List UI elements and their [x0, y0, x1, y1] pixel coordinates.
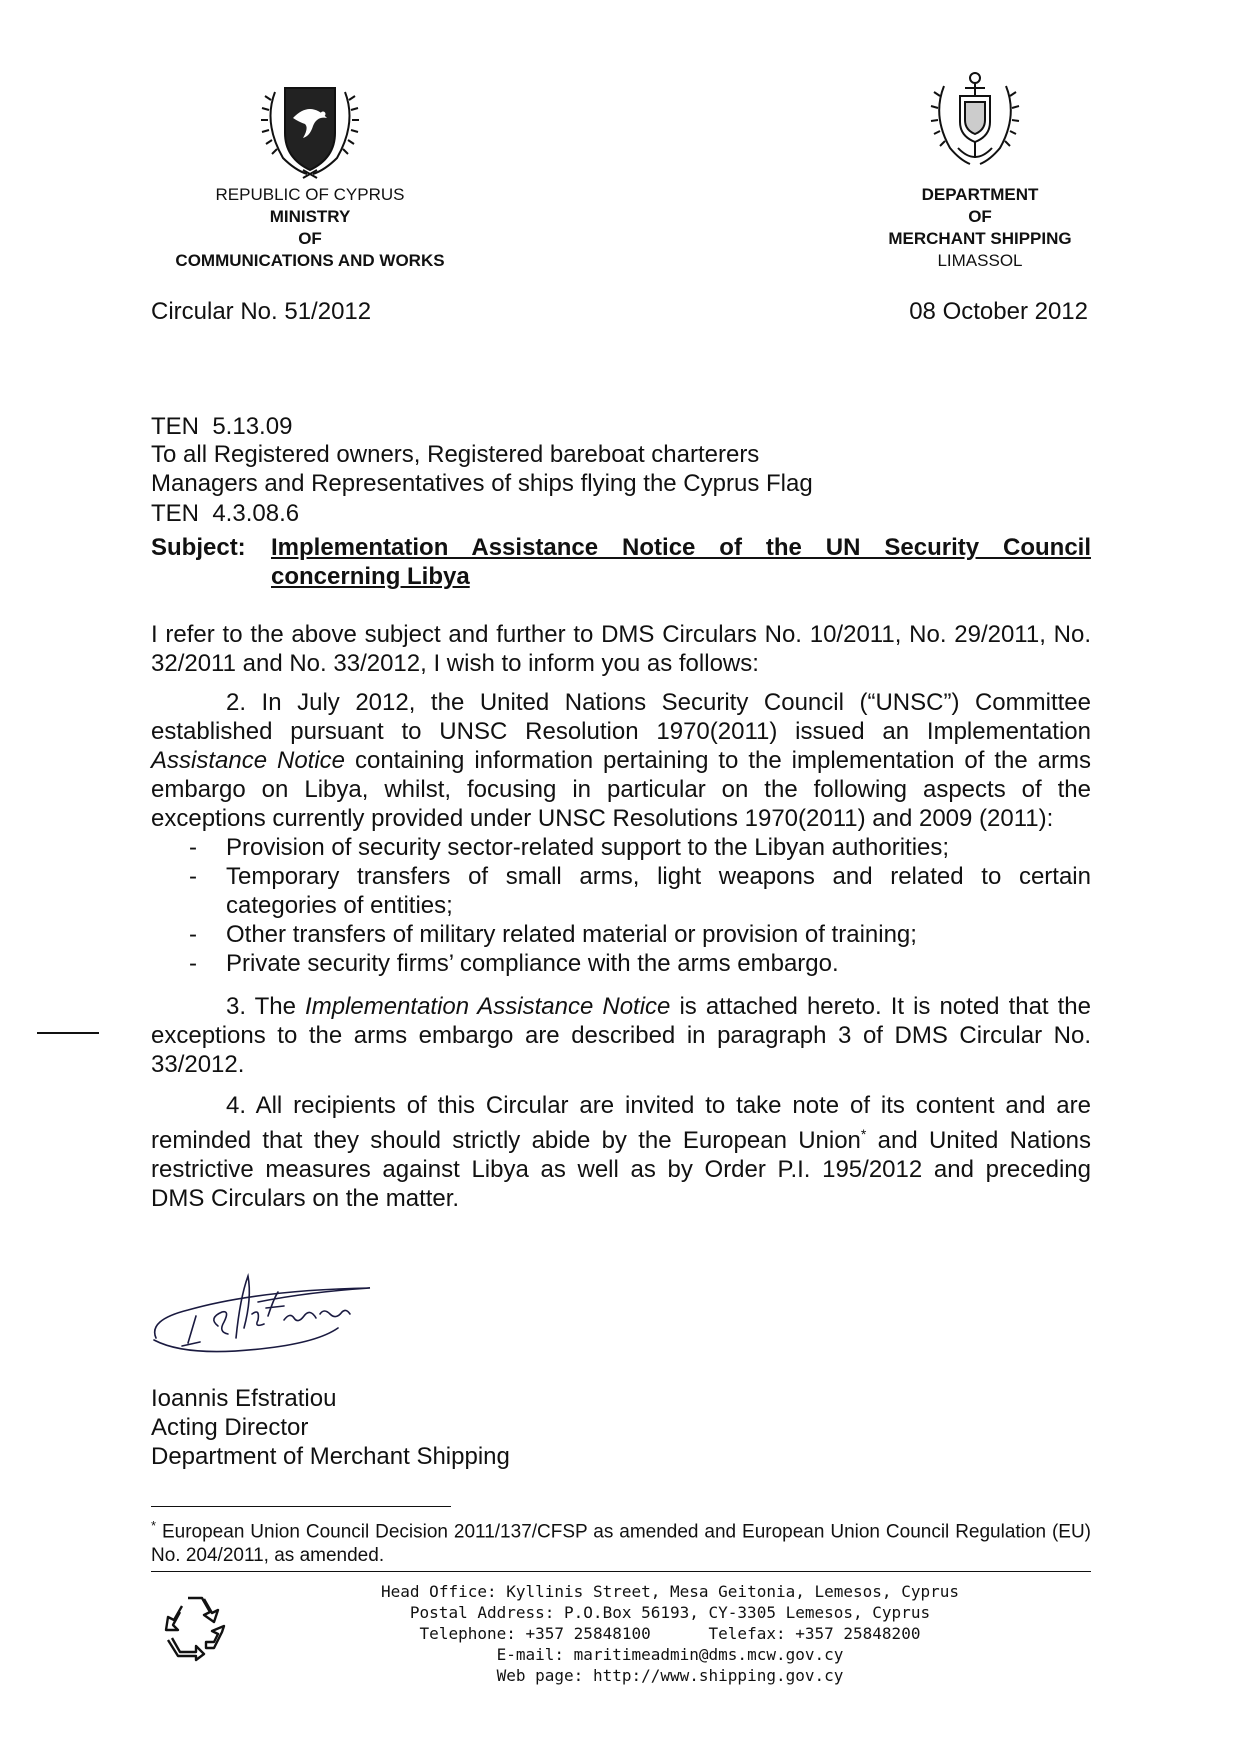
- signatory-name: Ioannis Efstratiou: [151, 1385, 337, 1412]
- footnote: [151, 1514, 1091, 1568]
- signatory-block: [151, 1384, 510, 1471]
- bullet-dash: -: [189, 950, 197, 977]
- paragraph-3-text-a: 3. The: [226, 993, 306, 1020]
- footnote-separator: [151, 1506, 451, 1507]
- handwritten-signature: [148, 1268, 373, 1360]
- department-line: DEPARTMENT: [921, 185, 1039, 204]
- republic-line: REPUBLIC OF CYPRUS: [215, 185, 405, 204]
- web-page-line: Web page: http://www.shipping.gov.cy: [496, 1666, 844, 1685]
- dept-of-line: OF: [968, 207, 992, 226]
- bullet-dash: -: [189, 834, 197, 861]
- paragraph-2: [151, 688, 1091, 833]
- bullet-dash: -: [189, 921, 197, 948]
- paragraph-2-text-b: containing information pertaining to the implementation of the arms embargo on Libya, whilst, focusing in particular on the following aspects of the exceptions currently provided under UNSC Resolutions 1970(2011) and 2009 (2011):: [151, 747, 1091, 832]
- margin-mark: [37, 1032, 99, 1034]
- communications-works-line: COMMUNICATIONS AND WORKS: [175, 251, 445, 270]
- phone-fax-line: [290, 1623, 1050, 1644]
- paragraph-4: [151, 1091, 1091, 1213]
- addressee-line: Managers and Representatives of ships flying the Cyprus Flag: [151, 470, 813, 497]
- addressees: [151, 440, 1091, 498]
- reference-line: TEN 4.3.08.6: [151, 500, 300, 527]
- list-item-text: Temporary transfers of small arms, light weapons and related to certain categories of entities;: [226, 863, 1091, 919]
- circular-number: Circular No. 51/2012: [151, 298, 372, 325]
- of-line: OF: [298, 229, 322, 248]
- paragraph-2-text-a: 2. In July 2012, the United Nations Security Council (“UNSC”) Committee established pursuant to UNSC Resolution 1970(2011) issued an Implementation: [151, 689, 1091, 745]
- list-item-text: Private security firms’ compliance with the arms embargo.: [226, 950, 839, 977]
- exceptions-list: [151, 833, 1091, 978]
- telephone-text: Telephone: +357 25848100: [419, 1624, 651, 1643]
- signatory-department: Department of Merchant Shipping: [151, 1443, 510, 1470]
- intro-paragraph: I refer to the above subject and further to DMS Circulars No. 10/2011, No. 29/2011, No. 32/2011 and No. 33/2012, I wish to inform you as follows:: [151, 621, 1091, 677]
- paragraph-4-text-a: 4. All recipients of this Circular are invited to take note of its content and are reminded that they should strictly abide by the European Union: [151, 1092, 1091, 1154]
- head-office-line: Head Office: Kyllinis Street, Mesa Geitonia, Lemesos, Cyprus: [381, 1582, 959, 1601]
- footnote-mark: *: [151, 1518, 157, 1533]
- reference-line: TEN 5.13.09: [151, 413, 293, 440]
- paragraph-3-text-b: is attached hereto. It is noted that the exceptions to the arms embargo are described in paragraph 3 of DMS Circular No. 33/2012.: [151, 993, 1092, 1078]
- list-item: [151, 833, 1091, 862]
- paragraph-4-text-b: and United Nations restrictive measures against Libya as well as by Order P.I. 195/2012 and preceding DMS Circulars on the matter.: [151, 1127, 1092, 1212]
- limassol-line: LIMASSOL: [937, 251, 1023, 270]
- list-item-text: Provision of security sector-related support to the Libyan authorities;: [226, 834, 950, 861]
- footer-rule: [151, 1571, 1091, 1572]
- telefax-text: Telefax: +357 25848200: [708, 1624, 921, 1643]
- postal-address-line: Postal Address: P.O.Box 56193, CY-3305 Lemesos, Cyprus: [409, 1603, 931, 1622]
- paragraph-2-italic: Assistance Notice: [151, 747, 346, 774]
- footnote-reference: *: [860, 1126, 867, 1142]
- department-header: [835, 184, 1125, 272]
- list-item: [151, 949, 1091, 978]
- addressee-line: To all Registered owners, Registered bareboat charterers: [151, 441, 760, 468]
- subject-line-2: concerning Libya: [271, 563, 470, 590]
- subject-title: [271, 533, 1091, 591]
- letter-body: [151, 620, 1091, 1213]
- signatory-title: Acting Director: [151, 1414, 309, 1441]
- merchant-shipping-emblem-icon: [920, 70, 1030, 170]
- merchant-shipping-line: MERCHANT SHIPPING: [888, 229, 1072, 248]
- bullet-dash: -: [189, 863, 197, 890]
- paragraph-3: [151, 992, 1091, 1079]
- list-item: [151, 862, 1091, 920]
- contact-footer: [290, 1581, 1050, 1686]
- circular-date: 08 October 2012: [909, 298, 1088, 325]
- list-item: [151, 920, 1091, 949]
- ministry-header: [140, 184, 480, 272]
- subject-line-1: Implementation Assistance Notice of the UN Security Council: [271, 534, 1091, 561]
- list-item-text: Other transfers of military related material or provision of training;: [226, 921, 917, 948]
- recycle-icon: [160, 1592, 230, 1662]
- email-line: E-mail: maritimeadmin@dms.mcw.gov.cy: [496, 1645, 844, 1664]
- footnote-text: European Union Council Decision 2011/137/CFSP as amended and European Union Council Regulation (EU) No. 204/2011, as amended.: [151, 1521, 1091, 1567]
- subject-label: Subject:: [151, 534, 246, 561]
- cyprus-coat-of-arms-icon: [255, 78, 365, 180]
- paragraph-3-italic: Implementation Assistance Notice: [305, 993, 671, 1020]
- ministry-line: MINISTRY: [269, 207, 351, 226]
